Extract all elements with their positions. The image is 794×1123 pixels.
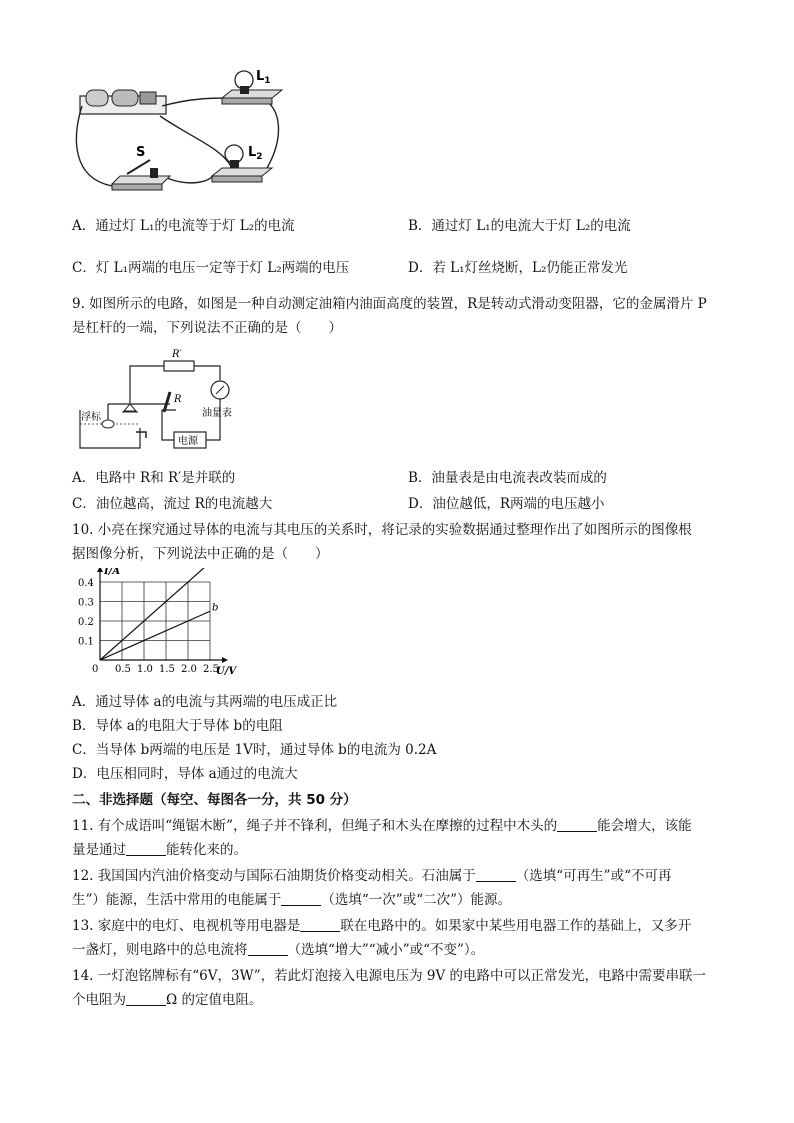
y-axis-arrow <box>97 568 103 572</box>
q13-line2: 一盏灯，则电路中的总电流将 （选填“增大”“减小”或“不变”）。 <box>72 942 485 958</box>
circuit-figure-q8 <box>72 68 292 198</box>
label-r-prime: R′ <box>172 349 182 360</box>
q14-line2: 个电阻为 Ω 的定值电阻。 <box>72 992 263 1008</box>
q14-line1: 14. 一灯泡铭牌标有“6V，3W”，若此灯泡接入电源电压为 9V 的电路中可以正常发光，电路中需要串联一 <box>72 968 707 984</box>
q11-line2: 量是通过 能转化来的。 <box>72 842 247 858</box>
label-switch: S <box>136 145 146 160</box>
y-tick-label: 0.3 <box>78 597 94 609</box>
q8-option-d[interactable]: D．若 L₁灯丝烧断，L₂仍能正常发光 <box>408 260 628 276</box>
q10-option-c[interactable]: C．当导体 b两端的电压是 1V时，通过导体 b的电流为 0.2A <box>72 742 437 758</box>
q14-blank-1[interactable] <box>126 991 166 1006</box>
iv-chart <box>78 568 238 680</box>
q9-option-c[interactable]: C．油位越高，流过 R的电流越大 <box>72 496 273 512</box>
x-tick-label: 0.5 <box>115 664 131 675</box>
x-tick-label: 1.5 <box>159 664 175 675</box>
x-tick-label: 2.5 <box>203 664 219 675</box>
q9-option-b[interactable]: B．油量表是由电流表改装而成的 <box>408 470 607 486</box>
q8-option-a[interactable]: A．通过灯 L₁的电流等于灯 L₂的电流 <box>72 218 295 234</box>
q9-stem-line2: 是杠杆的一端，下列说法不正确的是（ ） <box>72 320 342 336</box>
q13-line1: 13. 家庭中的电灯、电视机等用电器是 联在电路中的。如果家中某些用电器工作的基础上，又多开 <box>72 918 692 934</box>
q13-blank-2[interactable] <box>248 941 288 956</box>
q10-option-b[interactable]: B．导体 a的电阻大于导体 b的电阻 <box>72 718 283 734</box>
label-power: 电源 <box>178 436 198 447</box>
q12-line1: 12. 我国国内汽油价格变动与国际石油期货价格变动相关。石油属于 （选填“可再生”或“不可再 <box>72 868 672 884</box>
label-l1: $L_1$ <box>256 69 271 86</box>
q9-stem-line1: 9. 如图所示的电路，如图是一种自动测定油箱内油面高度的装置，R是转动式滑动变阻器，它的金属滑片 P <box>72 296 707 312</box>
y-tick-label: 0.1 <box>78 636 94 648</box>
q10-stem-line2: 据图像分析，下列说法中正确的是（ ） <box>72 546 329 562</box>
x-tick-label: 0 <box>92 664 99 675</box>
q12-line2: 生”）能源，生活中常用的电能属于 （选填“一次”或“二次”）能源。 <box>72 892 512 908</box>
q8-option-b[interactable]: B．通过灯 L₁的电流大于灯 L₂的电流 <box>408 218 631 234</box>
series-line-b <box>100 611 210 660</box>
q11-blank-2[interactable] <box>126 841 166 856</box>
q10-option-d[interactable]: D．电压相同时，导体 a通过的电流大 <box>72 766 298 782</box>
y-tick-label: 0.4 <box>78 578 94 589</box>
q9-option-a[interactable]: A．电路中 R和 R′是并联的 <box>72 470 236 486</box>
section-heading: 二、非选择题（每空、每图各一分，共 50 分） <box>72 792 357 808</box>
q11-line1: 11. 有个成语叫“绳锯木断”，绳子并不锋利，但绳子和木头在摩擦的过程中木头的 能会增大，该能 <box>72 818 692 834</box>
x-axis-arrow <box>222 657 228 663</box>
q12-blank-1[interactable] <box>476 867 516 882</box>
q12-blank-2[interactable] <box>281 891 321 906</box>
label-r: R <box>174 394 182 405</box>
q13-blank-1[interactable] <box>300 917 340 932</box>
q11-blank-1[interactable] <box>557 817 597 832</box>
y-tick-label: 0.2 <box>78 617 94 628</box>
x-tick-label: 2.0 <box>181 664 197 675</box>
label-l2: $L_2$ <box>248 145 263 162</box>
y-axis-label: I/A <box>104 568 121 577</box>
q10-option-a[interactable]: A．通过导体 a的电流与其两端的电压成正比 <box>72 694 338 710</box>
x-axis-label: U/V <box>216 666 237 677</box>
q10-stem-line1: 10. 小亮在探究通过导体的电流与其电压的关系时，将记录的实验数据通过整理作出了如图所示的图像根 <box>72 522 692 538</box>
q9-option-d[interactable]: D．油位越低，R两端的电压越小 <box>408 496 605 512</box>
x-tick-label: 1.0 <box>137 664 153 675</box>
series-label-b: b <box>212 602 219 614</box>
label-oil-meter: 油量表 <box>202 408 232 419</box>
q8-option-c[interactable]: C．灯 L₁两端的电压一定等于灯 L₂两端的电压 <box>72 260 350 276</box>
label-float: 浮标 <box>81 412 101 423</box>
oil-gauge-figure <box>78 348 238 452</box>
